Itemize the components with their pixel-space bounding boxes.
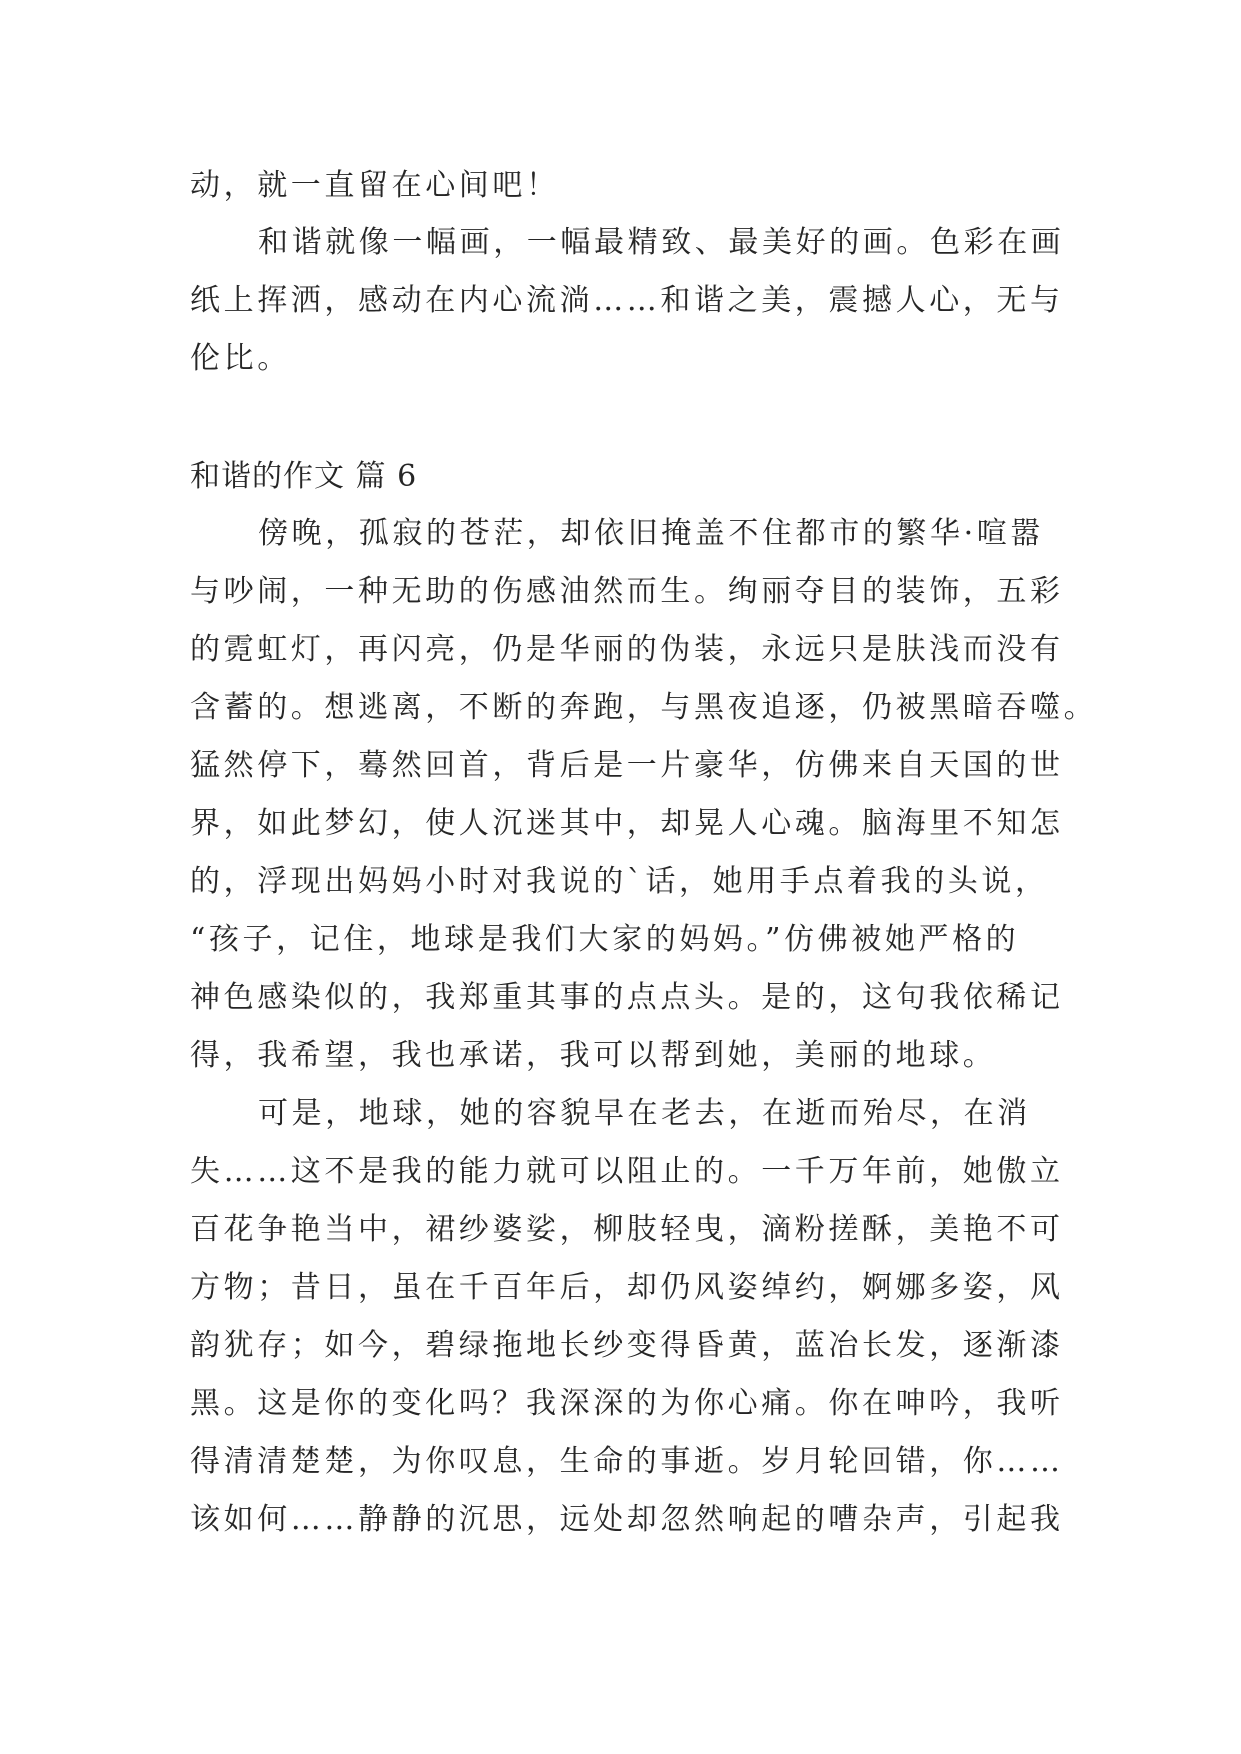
text-line: 伦比。 (190, 341, 291, 376)
text-line: 猛然停下，蓦然回首，背后是一片豪华，仿佛来自天国的世 (190, 748, 1064, 783)
text-line: 和谐就像一幅画，一幅最精致、最美好的画。色彩在画 (258, 225, 1065, 260)
text-line: 得，我希望，我也承诺，我可以帮到她，美丽的地球。 (190, 1038, 997, 1073)
text-line: 神色感染似的，我郑重其事的点点头。是的，这句我依稀记 (190, 980, 1064, 1015)
text-line: 该如何……静静的沉思，远处却忽然响起的嘈杂声，引起我 (190, 1502, 1064, 1537)
text-line: 失……这不是我的能力就可以阻止的。一千万年前，她傲立 (190, 1154, 1064, 1189)
text-line: 与吵闹，一种无助的伤感油然而生。绚丽夺目的装饰，五彩 (190, 574, 1064, 609)
text-line: 含蓄的。想逃离，不断的奔跑，与黑夜追逐，仍被黑暗吞噬。 (190, 690, 1098, 725)
text-line: 方物；昔日，虽在千百年后，却仍风姿绰约，婀娜多姿，风 (190, 1270, 1064, 1305)
text-line: 纸上挥洒，感动在内心流淌……和谐之美，震撼人心，无与 (190, 283, 1064, 318)
text-line: 可是，地球，她的容貌早在老去，在逝而殆尽，在消 (258, 1096, 1031, 1131)
text-line: 动，就一直留在心间吧！ (190, 168, 560, 203)
text-line: 的霓虹灯，再闪亮，仍是华丽的伪装，永远只是肤浅而没有 (190, 632, 1064, 667)
text-line: 百花争艳当中，裙纱婆娑，柳肢轻曳，滴粉搓酥，美艳不可 (190, 1212, 1064, 1247)
section-heading: 和谐的作文 篇 6 (190, 459, 418, 494)
text-line: 界，如此梦幻，使人沉迷其中，却晃人心魂。脑海里不知怎 (190, 806, 1064, 841)
text-line: 韵犹存；如今，碧绿拖地长纱变得昏黄，蓝冶长发，逐渐漆 (190, 1328, 1064, 1363)
text-line: “孩子，记住，地球是我们大家的妈妈。”仿佛被她严格的 (190, 922, 1020, 957)
text-line: 傍晚，孤寂的苍茫，却依旧掩盖不住都市的繁华·喧嚣 (258, 516, 1044, 551)
text-line: 的，浮现出妈妈小时对我说的`话，她用手点着我的头说， (190, 864, 1049, 899)
text-line: 得清清楚楚，为你叹息，生命的事逝。岁月轮回错，你…… (190, 1444, 1064, 1479)
text-line: 黑。这是你的变化吗？我深深的为你心痛。你在呻吟，我听 (190, 1386, 1064, 1421)
